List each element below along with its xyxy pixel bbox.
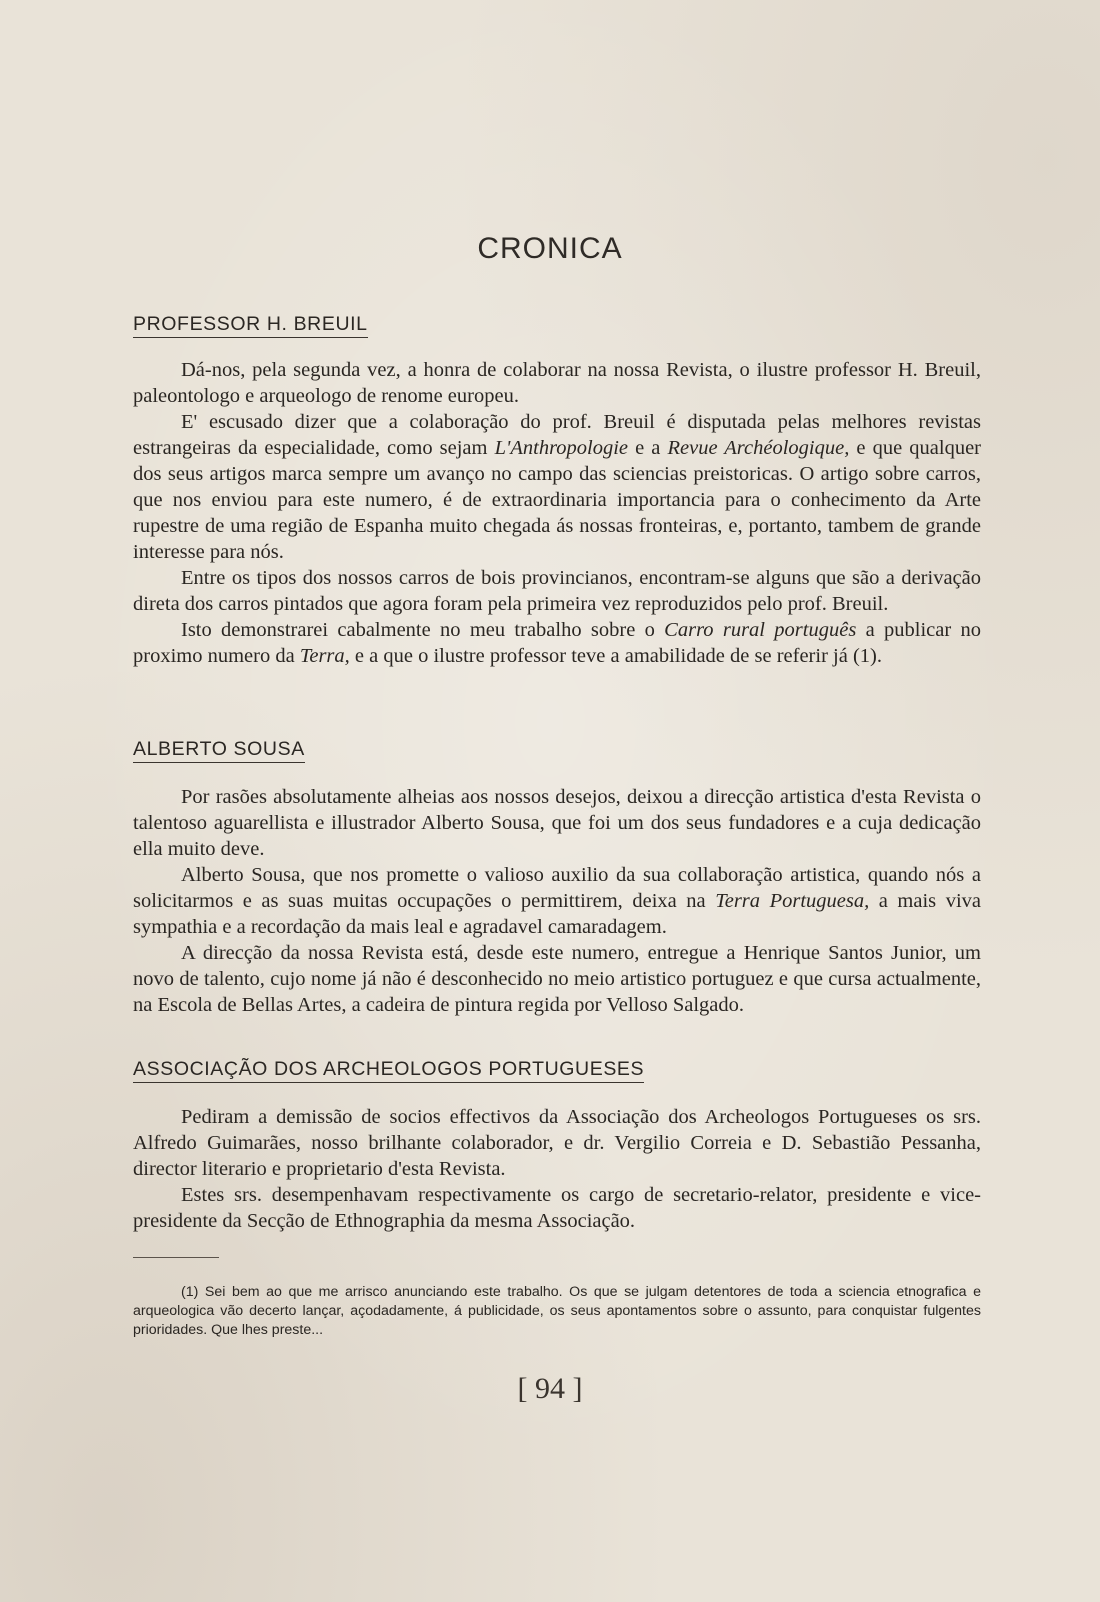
paragraph: Estes srs. desempenhavam respectivamente os cargo de secretario-relator, presidente e vice-presidente da Secção de Ethnographia da mesma Associação. [133,1184,981,1232]
footnote: (1) Sei bem ao que me arrisco anunciando este trabalho. Os que se julgam detentores de toda a sciencia etnografica e arqueologica vão decerto lançar, açodadamente, á publicidade, os seus apontamentos sobre o assunto, para conquistar fulgentes prioridades. Que lhes preste... [133,1284,981,1338]
section-heading-associacao: ASSOCIAÇÃO DOS ARCHEOLOGOS PORTUGUESES [133,1058,644,1083]
paragraph: Entre os tipos dos nossos carros de bois provincianos, encontram-se alguns que são a derivação direta dos carros pintados que agora foram pela primeira vez reproduzidos pelo prof. Breuil. [133,567,981,615]
page-number: [ 94 ] [517,1372,583,1405]
section-assoc-heading-wrap [133,1058,981,1083]
paragraph: Dá-nos, pela segunda vez, a honra de colaborar na nossa Revista, o ilustre professor H. Breuil, paleontologo e arqueologo de renome europeu. [133,359,981,407]
paragraph: Por rasões absolutamente alheias aos nossos desejos, deixou a direcção artistica d'esta Revista o talentoso aguarellista e illustrador Alberto Sousa, que foi um dos seus fundadores e a cuja dedicação ella muito deve. [133,786,981,860]
paragraph: E' escusado dizer que a colaboração do prof. Breuil é disputada pelas melhores revistas estrangeiras da especialidade, como sejam L'Anthropologie e a Revue Archéologique, e que qualquer dos seus artigos marca sempre um avanço no campo das sciencias preistoricas. O artigo sobre carros, que nos enviou para este numero, é de extraordinaria importancia para o conhecimento da Arte rupestre de uma região de Espanha muito chegada ás nossas fronteiras, e, portanto, tambem de grande interesse para nós. [133,411,981,563]
section-breuil-body [133,357,981,669]
section-sousa-heading-wrap [133,738,981,763]
paragraph: A direcção da nossa Revista está, desde este numero, entregue a Henrique Santos Junior, um novo de talento, cujo nome já não é desconhecido no meio artistico portuguez e que cursa actualmente, na Escola de Bellas Artes, a cadeira de pintura regida por Velloso Salgado. [133,942,981,1016]
paragraph: Isto demonstrarei cabalmente no meu trabalho sobre o Carro rural português a publicar no proximo numero da Terra, e a que o ilustre professor teve a amabilidade de se referir já (1). [133,619,981,667]
section-sousa-body [133,784,981,1018]
paragraph: Pediram a demissão de socios effectivos da Associação dos Archeologos Portugueses os srs. Alfredo Guimarães, nosso brilhante colaborador, e dr. Vergilio Correia e D. Sebastião Pessanha, director literario e proprietario d'esta Revista. [133,1106,981,1180]
paragraph: Alberto Sousa, que nos promette o valioso auxilio da sua collaboração artistica, quando nós a solicitarmos e as suas muitas occupações o permittirem, deixa na Terra Portuguesa, a mais viva sympathia e a recordação da mais leal e agradavel camaradagem. [133,864,981,938]
section-heading-breuil: PROFESSOR H. BREUIL [133,313,368,338]
section-breuil-heading-wrap [133,313,981,338]
section-assoc-body [133,1104,981,1234]
page-title: CRONICA [477,232,623,265]
section-heading-sousa: ALBERTO SOUSA [133,738,305,763]
footnote-divider [133,1257,219,1258]
